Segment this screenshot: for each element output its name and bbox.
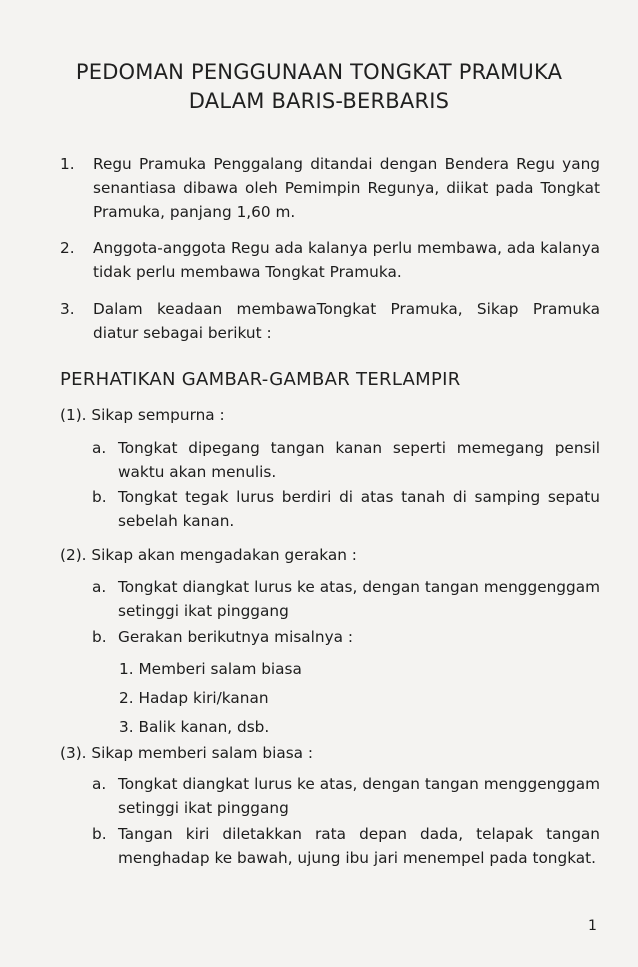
title-line-1: PEDOMAN PENGGUNAAN TONGKAT PRAMUKA: [75, 60, 563, 84]
page-number: 1: [588, 918, 597, 934]
section-heading: PERHATIKAN GAMBAR-GAMBAR TERLAMPIR: [60, 369, 461, 390]
sikap-label-3: (3). Sikap memberi salam biasa :: [60, 744, 314, 762]
item-text: Regu Pramuka Penggalang ditandai dengan Bendera Regu yang senantiasa dibawa oleh Pemimpin Regunya, diikat pada Tongkat Pramuka, panjang 1,60 m.: [93, 155, 600, 221]
sikap-1-sub-b: [92, 485, 600, 533]
sikap-1-sub-a: [92, 436, 600, 484]
page-title: [0, 58, 638, 116]
sub-marker: b.: [92, 488, 107, 506]
title-line-2: DALAM BARIS-BERBARIS: [188, 89, 450, 113]
sikap-2-sub-b: [92, 625, 600, 649]
sub-marker: a.: [92, 439, 107, 457]
item-number: 3.: [60, 300, 75, 318]
sikap-3-sub-b: [92, 822, 600, 870]
sub-marker: b.: [92, 825, 107, 843]
sub-marker: a.: [92, 578, 107, 596]
numbered-item-1: [60, 152, 600, 224]
sub-marker: a.: [92, 775, 107, 793]
sikap-2-sub-a: [92, 575, 600, 623]
item-number: 2.: [60, 239, 75, 257]
sikap-label-2: (2). Sikap akan mengadakan gerakan :: [60, 546, 357, 564]
item-text: Dalam keadaan membawaTongkat Pramuka, Sikap Pramuka diatur sebagai berikut :: [93, 300, 600, 342]
item-text: Anggota-anggota Regu ada kalanya perlu membawa, ada kalanya tidak perlu membawa Tongkat Pramuka.: [93, 239, 600, 281]
sub-text: Tongkat dipegang tangan kanan seperti memegang pensil waktu akan menulis.: [118, 439, 600, 481]
move-item-1: 1. Memberi salam biasa: [119, 660, 302, 678]
numbered-item-3: [60, 297, 600, 345]
sub-text: Tangan kiri diletakkan rata depan dada, telapak tangan menghadap ke bawah, ujung ibu jari menempel pada tongkat.: [118, 825, 600, 867]
move-item-2: 2. Hadap kiri/kanan: [119, 689, 269, 707]
item-number: 1.: [60, 155, 75, 173]
sub-marker: b.: [92, 628, 107, 646]
sub-text: Tongkat diangkat lurus ke atas, dengan tangan menggenggam setinggi ikat pinggang: [118, 578, 600, 620]
sikap-label-1: (1). Sikap sempurna :: [60, 406, 225, 424]
sub-text: Gerakan berikutnya misalnya :: [118, 628, 354, 646]
sub-text: Tongkat tegak lurus berdiri di atas tanah di samping sepatu sebelah kanan.: [118, 488, 600, 530]
numbered-item-2: [60, 236, 600, 284]
move-item-3: 3. Balik kanan, dsb.: [119, 718, 270, 736]
sub-text: Tongkat diangkat lurus ke atas, dengan tangan menggenggam setinggi ikat pinggang: [118, 775, 600, 817]
sikap-3-sub-a: [92, 772, 600, 820]
